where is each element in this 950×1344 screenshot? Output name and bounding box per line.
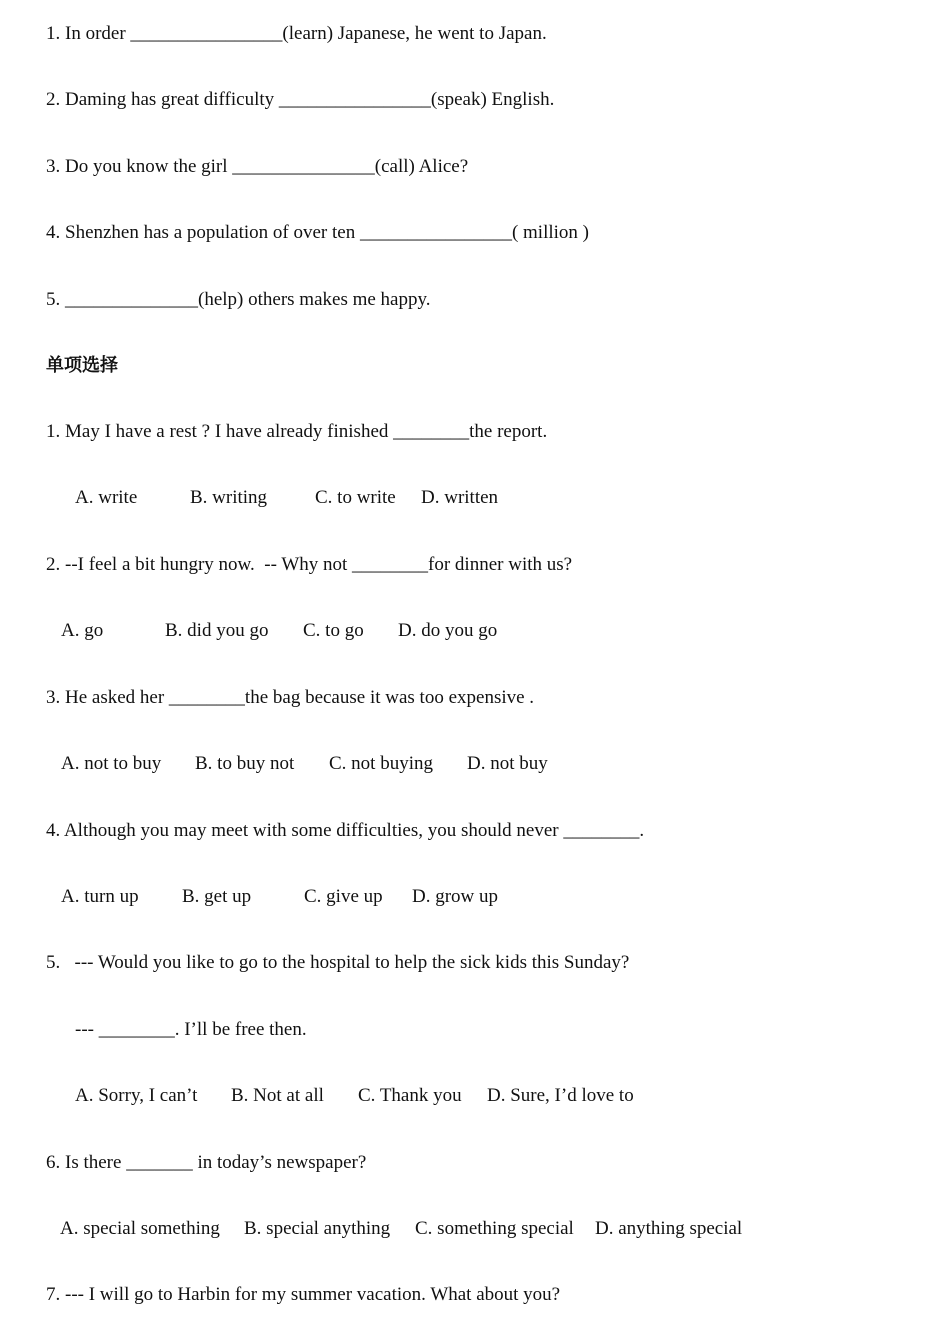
fill-in-item-4: 4. Shenzhen has a population of over ten ________________( million ) xyxy=(46,222,589,243)
question-5-reply: --- ________. I’ll be free then. xyxy=(75,1019,307,1040)
question-1-option-b: B. writing xyxy=(190,487,268,508)
question-3-option-b: B. to buy not xyxy=(195,753,295,774)
question-5-text: 5. --- Would you like to go to the hospital to help the sick kids this Sunday? xyxy=(46,952,630,973)
question-4-option-c: C. give up xyxy=(304,886,383,907)
question-6-option-d: D. anything special xyxy=(595,1218,743,1239)
question-2-option-c: C. to go xyxy=(303,620,364,641)
question-5-option-c: C. Thank you xyxy=(358,1085,462,1106)
question-6-option-c: C. something special xyxy=(415,1218,574,1239)
question-2-text: 2. --I feel a bit hungry now. -- Why not ________for dinner with us? xyxy=(46,554,573,575)
fill-in-item-2: 2. Daming has great difficulty ________________(speak) English. xyxy=(46,89,555,110)
question-4-option-a: A. turn up xyxy=(61,886,139,907)
question-2-option-a: A. go xyxy=(61,620,104,641)
question-1-text: 1. May I have a rest ? I have already finished ________the report. xyxy=(46,421,548,442)
question-3-option-c: C. not buying xyxy=(329,753,433,774)
question-3-option-d: D. not buy xyxy=(467,753,548,774)
question-5-option-d: D. Sure, I’d love to xyxy=(487,1085,634,1106)
question-1-option-d: D. written xyxy=(421,487,499,508)
question-4-option-b: B. get up xyxy=(182,886,252,907)
question-2-option-d: D. do you go xyxy=(398,620,498,641)
question-2-option-b: B. did you go xyxy=(165,620,269,641)
question-6-text: 6. Is there _______ in today’s newspaper? xyxy=(46,1152,367,1173)
question-4-text: 4. Although you may meet with some difficulties, you should never ________. xyxy=(46,820,645,841)
fill-in-item-5: 5. ______________(help) others makes me happy. xyxy=(46,289,431,310)
fill-in-item-1: 1. In order ________________(learn) Japanese, he went to Japan. xyxy=(46,23,547,44)
question-6-option-b: B. special anything xyxy=(244,1218,391,1239)
question-1-option-c: C. to write xyxy=(315,487,396,508)
question-3-text: 3. He asked her ________the bag because it was too expensive . xyxy=(46,687,535,708)
question-7-text: 7. --- I will go to Harbin for my summer vacation. What about you? xyxy=(46,1284,561,1305)
question-5-option-b: B. Not at all xyxy=(231,1085,324,1106)
question-3-option-a: A. not to buy xyxy=(61,753,162,774)
question-4-option-d: D. grow up xyxy=(412,886,499,907)
question-1-option-a: A. write xyxy=(75,487,138,508)
question-6-option-a: A. special something xyxy=(60,1218,220,1239)
fill-in-item-3: 3. Do you know the girl _______________(call) Alice? xyxy=(46,156,469,177)
section-heading: 单项选择 xyxy=(46,355,118,376)
question-5-option-a: A. Sorry, I can’t xyxy=(75,1085,198,1106)
